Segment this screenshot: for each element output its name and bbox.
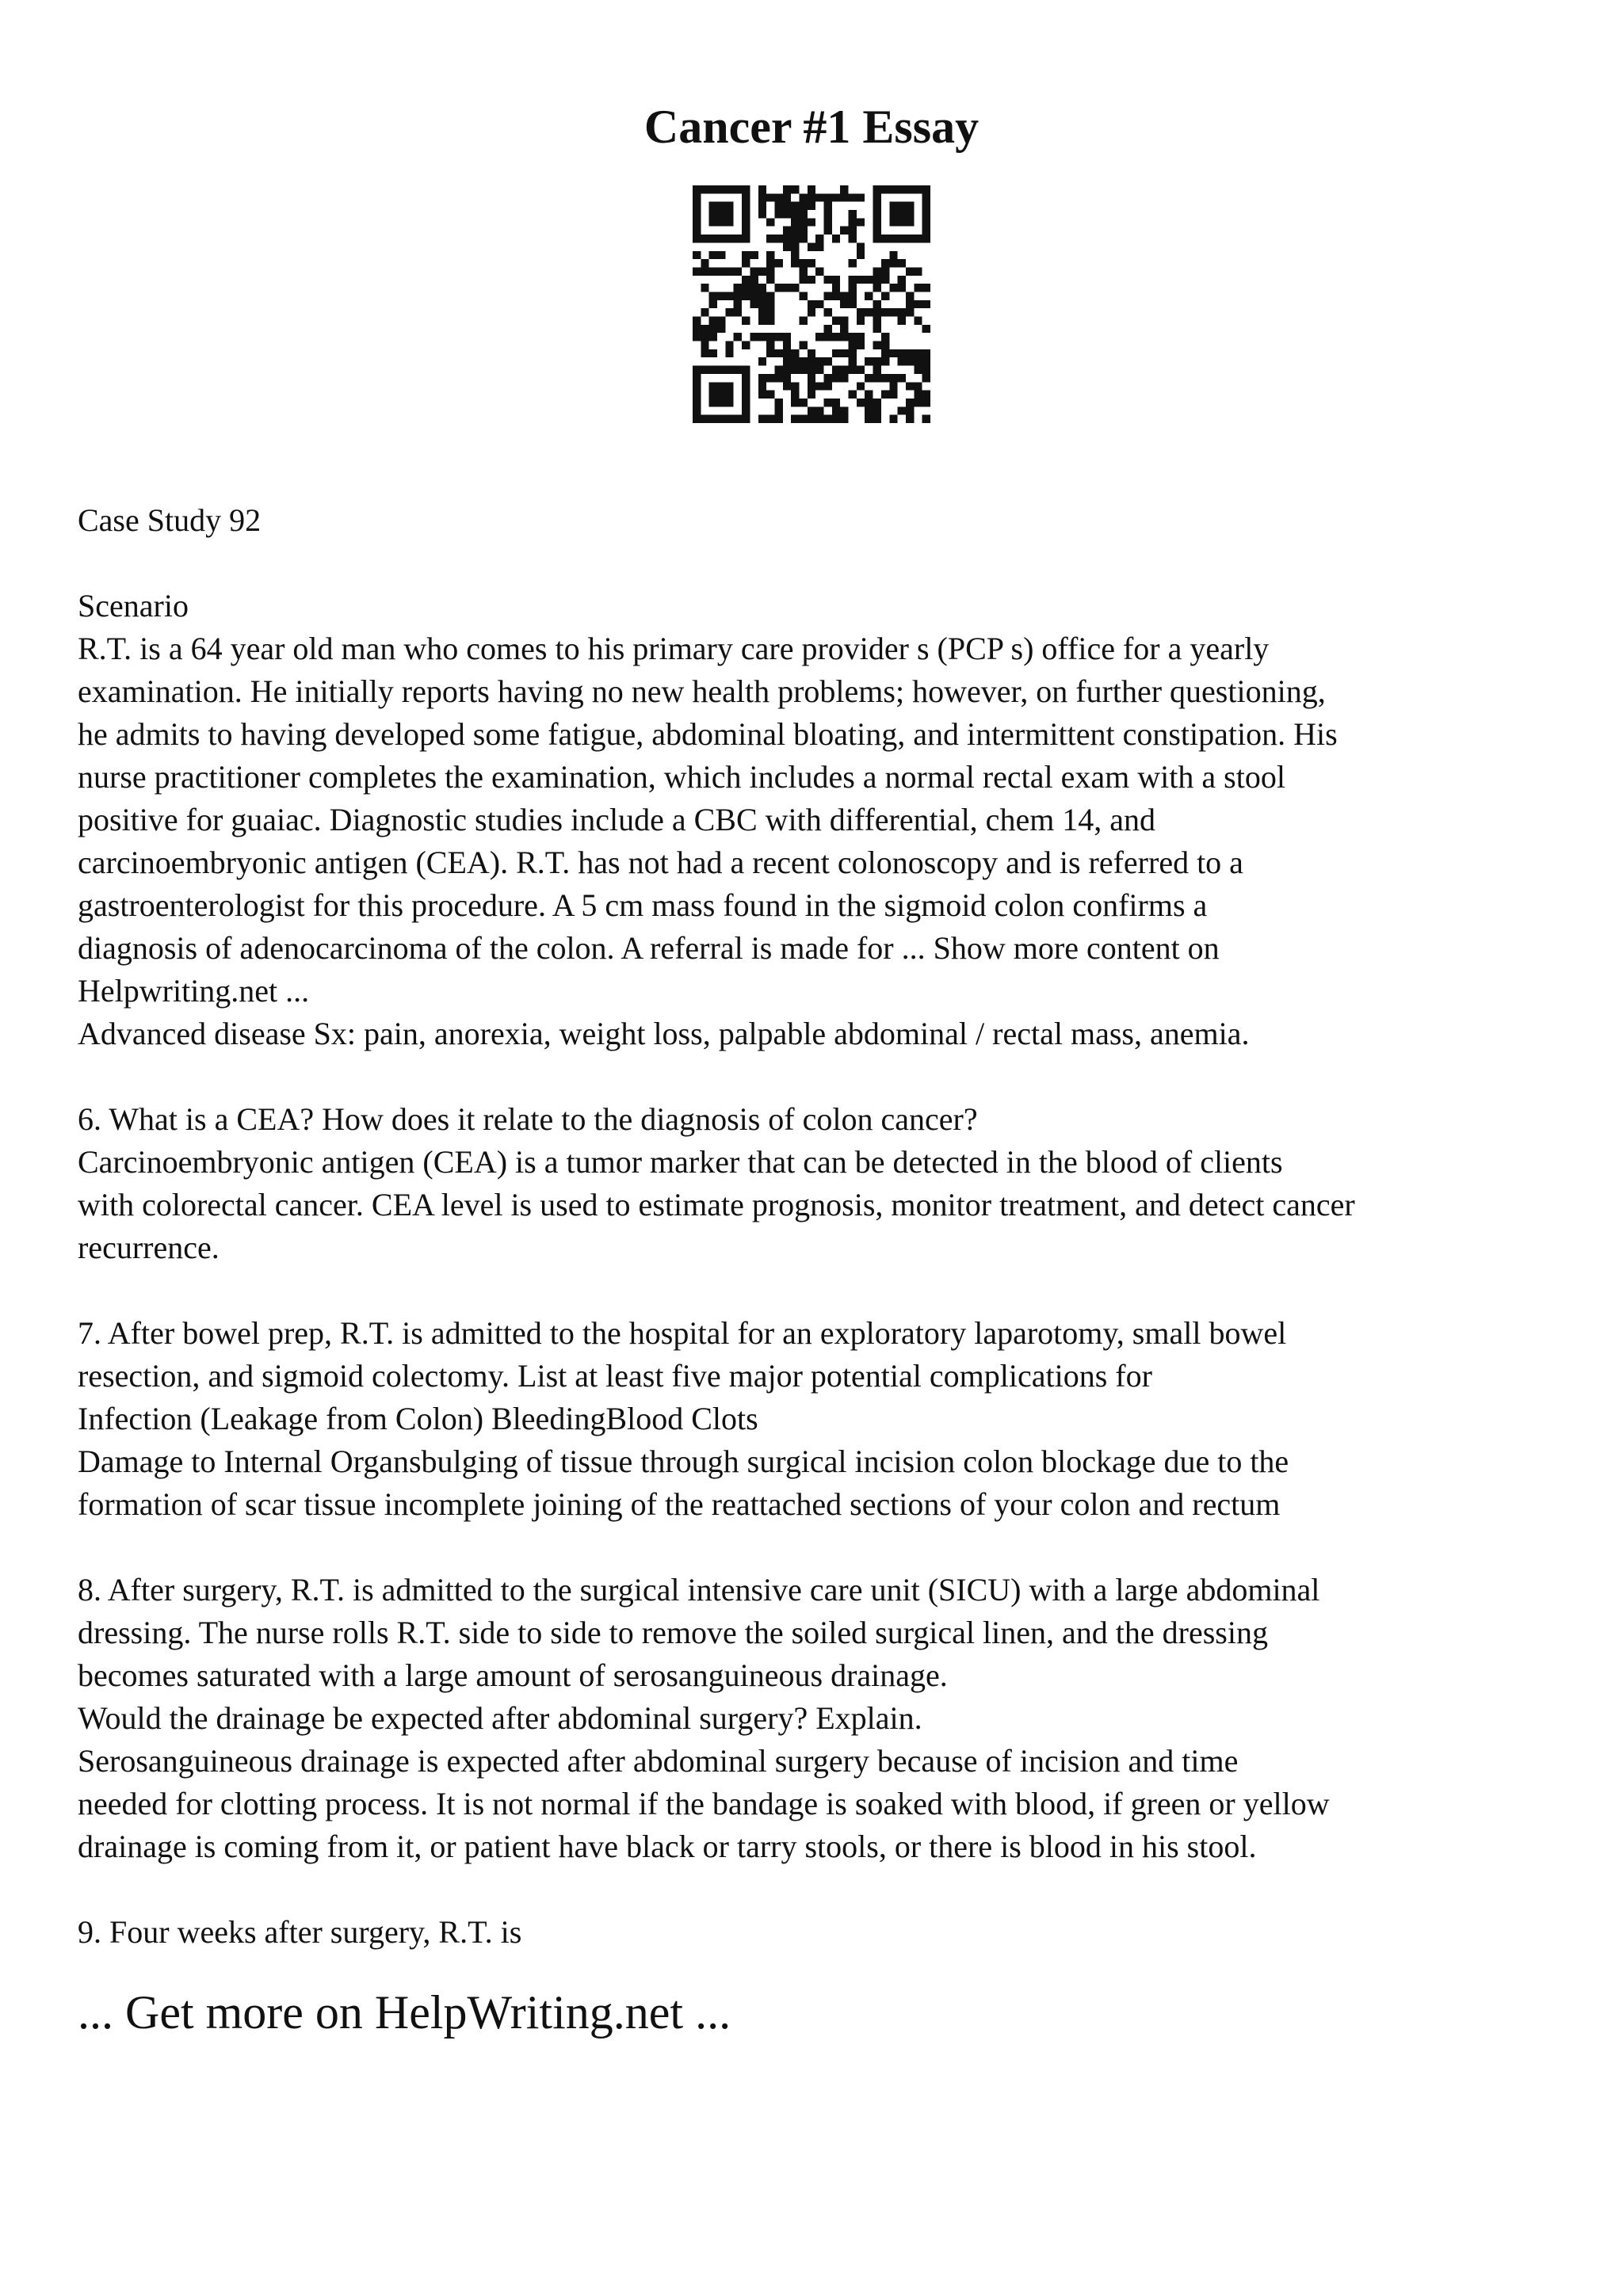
qr-code <box>693 185 930 423</box>
body-line: formation of scar tissue incomplete joining of the reattached sections of your colon and rectum <box>78 1486 1281 1522</box>
body-line: Infection (Leakage from Colon) BleedingBlood Clots <box>78 1401 758 1436</box>
body-line: carcinoembryonic antigen (CEA). R.T. has not had a recent colonoscopy and is referred to a <box>78 845 1243 880</box>
body-line: Damage to Internal Organsbulging of tissue through surgical incision colon blockage due to the <box>78 1444 1289 1479</box>
body-line: 8. After surgery, R.T. is admitted to the surgical intensive care unit (SICU) with a large abdominal <box>78 1572 1320 1608</box>
body-line: 6. What is a CEA? How does it relate to the diagnosis of colon cancer? <box>78 1101 978 1137</box>
body-line: 7. After bowel prep, R.T. is admitted to the hospital for an exploratory laparotomy, small bowel <box>78 1315 1287 1351</box>
body-line: Carcinoembryonic antigen (CEA) is a tumor marker that can be detected in the blood of clients <box>78 1144 1283 1180</box>
body-line: diagnosis of adenocarcinoma of the colon. A referral is made for ... Show more content on <box>78 930 1220 966</box>
body-line: nurse practitioner completes the examination, which includes a normal rectal exam with a stool <box>78 759 1285 795</box>
body-line: examination. He initially reports having no new health problems; however, on further questioning, <box>78 673 1326 709</box>
body-line: Advanced disease Sx: pain, anorexia, weight loss, palpable abdominal / rectal mass, anemia. <box>78 1016 1250 1051</box>
body-line: Case Study 92 <box>78 502 262 538</box>
body-line: he admits to having developed some fatigue, abdominal bloating, and intermittent constipation. His <box>78 716 1338 752</box>
body-line: R.T. is a 64 year old man who comes to his primary care provider s (PCP s) office for a yearly <box>78 631 1270 666</box>
body-line: gastroenterologist for this procedure. A 5 cm mass found in the sigmoid colon confirms a <box>78 887 1208 923</box>
body-line: Scenario <box>78 588 189 624</box>
body-line: Serosanguineous drainage is expected after abdominal surgery because of incision and time <box>78 1743 1239 1779</box>
qr-code-graphic <box>693 185 930 423</box>
body-line: dressing. The nurse rolls R.T. side to side to remove the soiled surgical linen, and the dressing <box>78 1615 1268 1650</box>
get-more-link[interactable]: ... Get more on HelpWriting.net ... <box>78 1986 731 2039</box>
body-line: drainage is coming from it, or patient have black or tarry stools, or there is blood in his stool. <box>78 1829 1257 1864</box>
body-line: positive for guaiac. Diagnostic studies include a CBC with differential, chem 14, and <box>78 802 1156 837</box>
body-line: Would the drainage be expected after abdominal surgery? Explain. <box>78 1700 922 1736</box>
body-line: becomes saturated with a large amount of serosanguineous drainage. <box>78 1657 948 1693</box>
body-line: with colorectal cancer. CEA level is used to estimate prognosis, monitor treatment, and detect cancer <box>78 1187 1355 1222</box>
body-line: Helpwriting.net ... <box>78 973 310 1009</box>
body-line: 9. Four weeks after surgery, R.T. is <box>78 1914 522 1950</box>
body-line: resection, and sigmoid colectomy. List at least five major potential complications for <box>78 1358 1152 1394</box>
body-line: recurrence. <box>78 1230 220 1265</box>
document-title: Cancer #1 Essay <box>643 101 980 153</box>
body-line: needed for clotting process. It is not normal if the bandage is soaked with blood, if green or yellow <box>78 1786 1330 1821</box>
